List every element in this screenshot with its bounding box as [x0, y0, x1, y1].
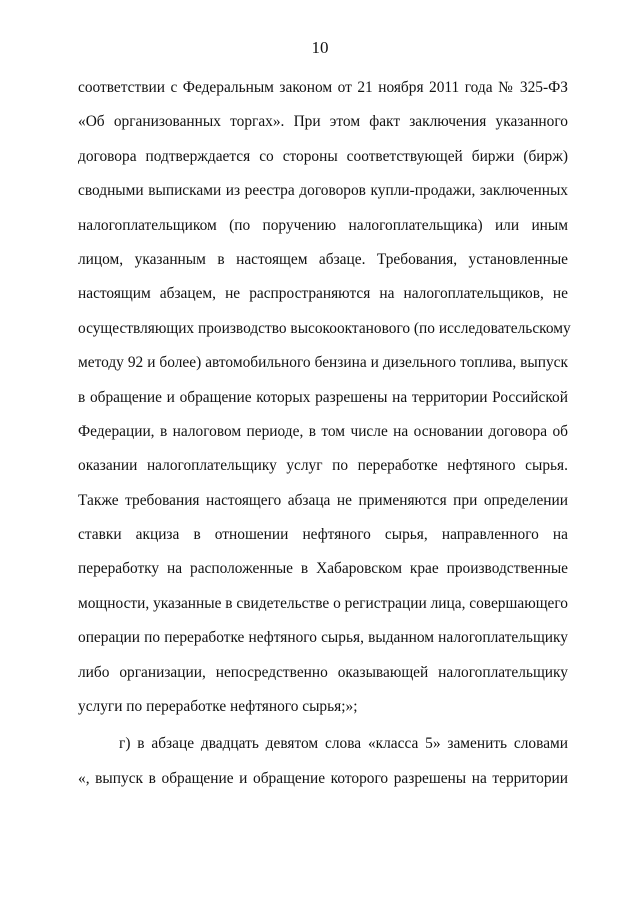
- text-line: договора подтверждается со стороны соответствующей биржи (бирж): [78, 147, 568, 165]
- text-line: г) в абзаце двадцать девятом слова «класса 5» заменить словами: [119, 735, 568, 753]
- text-line: в обращение и обращение которых разрешены на территории Российской: [78, 388, 568, 406]
- text-line: осуществляющих производство высокооктанового (по исследовательскому: [78, 319, 571, 337]
- paragraph-item-g: [78, 730, 568, 799]
- text-line: услуги по переработке нефтяного сырья;»;: [78, 698, 358, 716]
- text-line: мощности, указанные в свидетельстве о регистрации лица, совершающего: [78, 594, 568, 612]
- text-line: «Об организованных торгах». При этом факт заключения указанного: [78, 113, 568, 131]
- text-line: налогоплательщиком (по поручению налогоплательщика) или иным: [78, 216, 568, 234]
- text-line: операции по переработке нефтяного сырья, выданном налогоплательщику: [78, 629, 568, 647]
- text-line: Также требования настоящего абзаца не применяются при определении: [78, 491, 568, 509]
- text-line: переработку на расположенные в Хабаровском крае производственные: [78, 560, 568, 578]
- text-line: методу 92 и более) автомобильного бензина и дизельного топлива, выпуск: [78, 354, 568, 372]
- text-line: ставки акциза в отношении нефтяного сырья, направленного на: [78, 526, 568, 544]
- paragraph-continuation: [78, 74, 571, 727]
- text-line: настоящим абзацем, не распространяются на налогоплательщиков, не: [78, 285, 568, 303]
- text-line: либо организации, непосредственно оказывающей налогоплательщику: [78, 663, 568, 681]
- page-number: 10: [311, 38, 329, 57]
- text-line: «, выпуск в обращение и обращение которого разрешены на территории: [78, 769, 568, 787]
- text-line: сводными выписками из реестра договоров купли-продажи, заключенных: [78, 182, 568, 200]
- text-line: лицом, указанным в настоящем абзаце. Требования, установленные: [78, 250, 568, 268]
- text-line: соответствии с Федеральным законом от 21 ноября 2011 года № 325-ФЗ: [78, 79, 568, 96]
- body-text: [78, 74, 571, 799]
- text-line: оказании налогоплательщику услуг по переработке нефтяного сырья.: [78, 457, 568, 475]
- text-line: Федерации, в налоговом периоде, в том числе на основании договора об: [78, 422, 568, 440]
